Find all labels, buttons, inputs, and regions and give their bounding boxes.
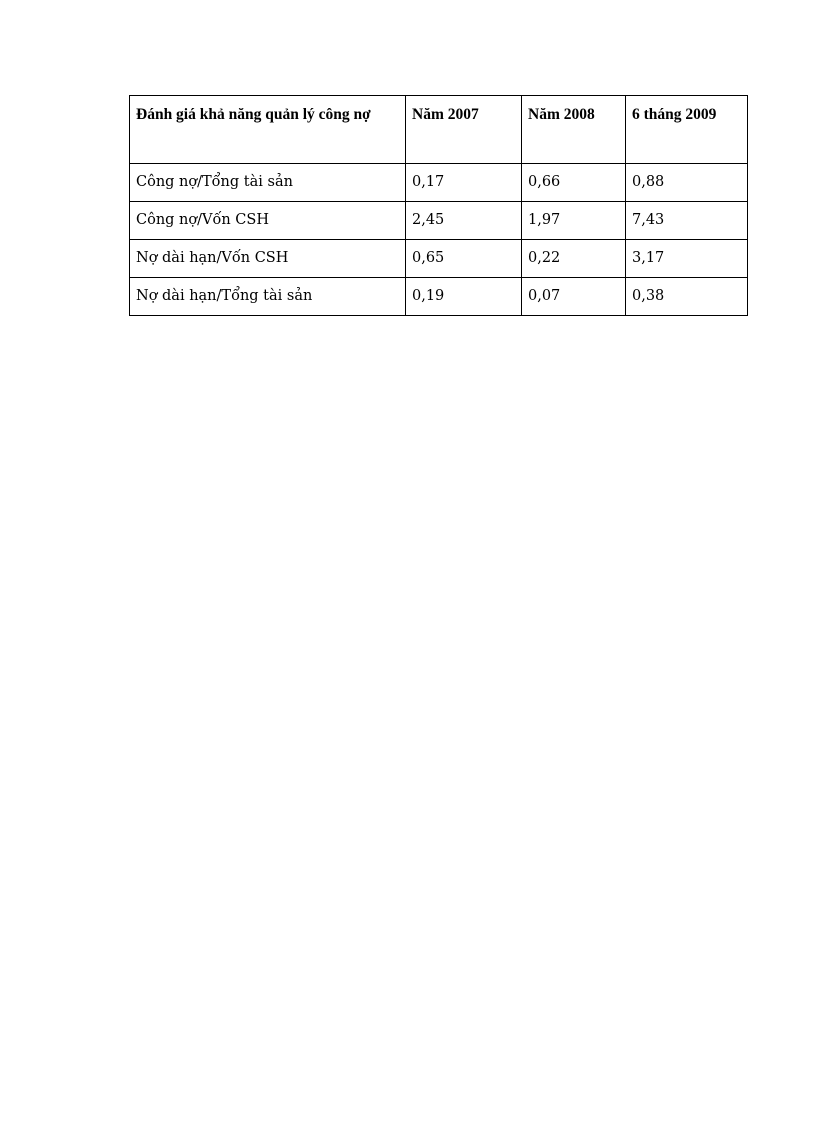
table-row [130, 278, 748, 316]
table-header-row [130, 96, 748, 164]
value-cell-2008: 1,97 [522, 202, 626, 240]
value-cell-6m-2009: 0,88 [626, 164, 748, 202]
table-row [130, 164, 748, 202]
value-cell-2007: 0,19 [406, 278, 522, 316]
value-cell-6m-2009: 3,17 [626, 240, 748, 278]
row-label-cell: Nợ dài hạn/Tổng tài sản [130, 278, 406, 316]
row-label-cell: Nợ dài hạn/Vốn CSH [130, 240, 406, 278]
row-label-cell: Công nợ/Tổng tài sản [130, 164, 406, 202]
value-cell-6m-2009: 0,38 [626, 278, 748, 316]
table-row [130, 240, 748, 278]
value-cell-2008: 0,66 [522, 164, 626, 202]
header-cell-indicator: Đánh giá khả năng quản lý công nợ [130, 96, 406, 164]
header-cell-2008: Năm 2008 [522, 96, 626, 164]
value-cell-2008: 0,22 [522, 240, 626, 278]
header-cell-2007: Năm 2007 [406, 96, 522, 164]
row-label-cell: Công nợ/Vốn CSH [130, 202, 406, 240]
value-cell-2007: 0,17 [406, 164, 522, 202]
value-cell-2007: 2,45 [406, 202, 522, 240]
value-cell-2007: 0,65 [406, 240, 522, 278]
value-cell-6m-2009: 7,43 [626, 202, 748, 240]
value-cell-2008: 0,07 [522, 278, 626, 316]
table-row [130, 202, 748, 240]
debt-management-table [129, 95, 748, 316]
header-cell-6m-2009: 6 tháng 2009 [626, 96, 748, 164]
